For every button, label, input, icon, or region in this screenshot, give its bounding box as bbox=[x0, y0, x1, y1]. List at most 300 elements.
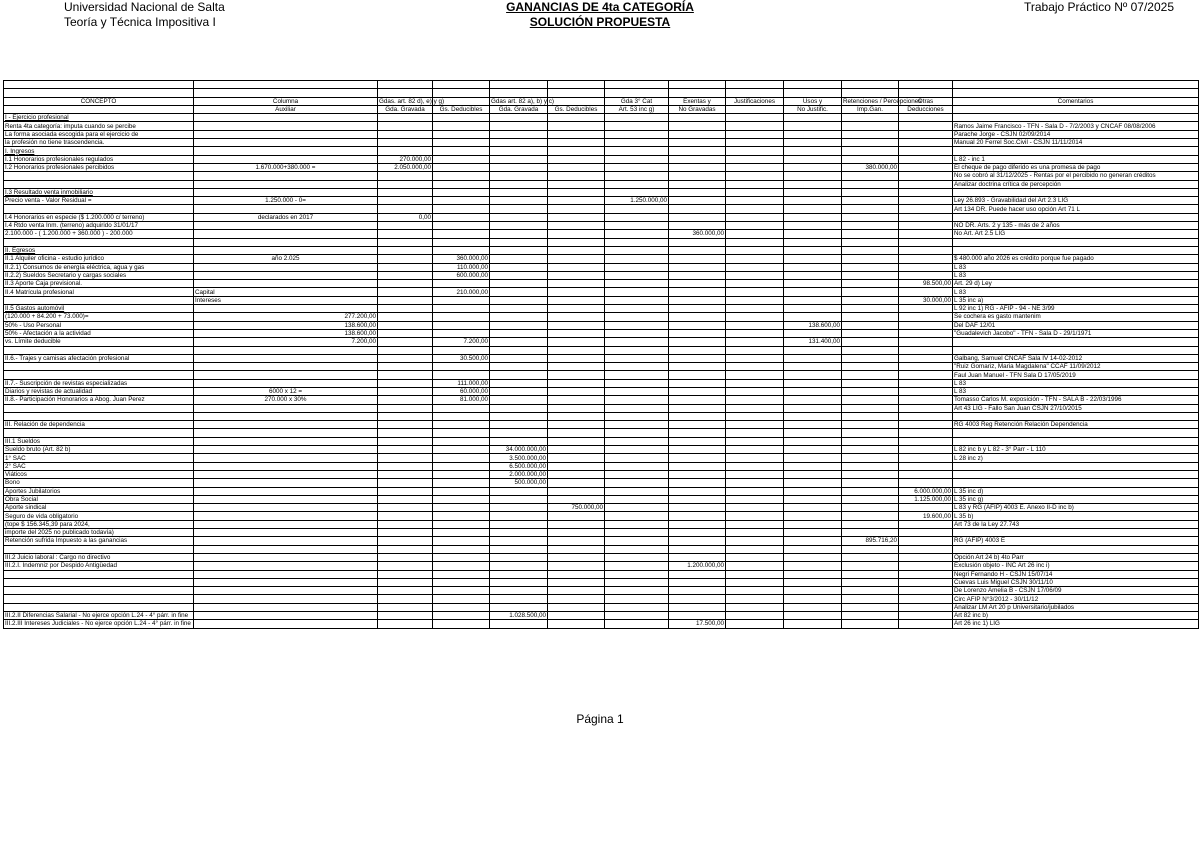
value-cell bbox=[548, 371, 605, 379]
value-cell: 3.500.000,00 bbox=[490, 454, 548, 462]
value-cell bbox=[378, 537, 433, 545]
table-row bbox=[4, 495, 1199, 503]
column-header: Gda 3° Cat bbox=[605, 97, 669, 105]
concept-cell bbox=[4, 429, 194, 437]
value-cell bbox=[726, 271, 784, 279]
value-cell bbox=[842, 620, 899, 628]
value-cell bbox=[548, 305, 605, 313]
value-cell bbox=[548, 155, 605, 163]
value-cell bbox=[433, 562, 490, 570]
value-cell bbox=[605, 595, 669, 603]
value-cell bbox=[194, 139, 378, 147]
value-cell bbox=[669, 387, 726, 395]
value-cell bbox=[548, 512, 605, 520]
comment-cell: Art 134 DR. Puede hacer uso opción Art 71 L bbox=[953, 205, 1199, 213]
value-cell bbox=[490, 412, 548, 420]
table-row bbox=[4, 155, 1199, 163]
value-cell bbox=[726, 222, 784, 230]
comment-cell: No se cobró al 31/12/2025 - Rentas por el percibido no generan créditos bbox=[953, 172, 1199, 180]
value-cell bbox=[433, 329, 490, 337]
value-cell bbox=[378, 396, 433, 404]
spacer-row bbox=[4, 89, 1199, 97]
concept-cell: Aportes Jubilatorios bbox=[4, 487, 194, 495]
comment-cell bbox=[953, 338, 1199, 346]
value-cell bbox=[605, 321, 669, 329]
concept-cell bbox=[4, 205, 194, 213]
value-cell: 360.000,00 bbox=[433, 255, 490, 263]
column-header bbox=[548, 97, 605, 105]
value-cell bbox=[669, 238, 726, 246]
value-cell bbox=[605, 562, 669, 570]
concept-cell: II.5 Gastos automóvil bbox=[4, 305, 194, 313]
value-cell bbox=[726, 130, 784, 138]
value-cell: 7.200,00 bbox=[194, 338, 378, 346]
comment-cell: Art 82 inc b) bbox=[953, 612, 1199, 620]
table-row bbox=[4, 296, 1199, 304]
value-cell bbox=[726, 446, 784, 454]
value-cell bbox=[842, 346, 899, 354]
value-cell: declarados en 2017 bbox=[194, 213, 378, 221]
value-cell bbox=[899, 562, 953, 570]
value-cell: 60.000,00 bbox=[433, 387, 490, 395]
comment-cell bbox=[953, 470, 1199, 478]
concept-cell: II.3 Aporte Caja previsional. bbox=[4, 280, 194, 288]
value-cell bbox=[605, 495, 669, 503]
concept-cell: II. Egresos bbox=[4, 246, 194, 254]
value-cell bbox=[490, 280, 548, 288]
value-cell bbox=[726, 495, 784, 503]
value-cell bbox=[842, 280, 899, 288]
value-cell bbox=[194, 122, 378, 130]
concept-cell: 2.100.000 - ( 1.200.000 + 360.000 ) - 200.000 bbox=[4, 230, 194, 238]
value-cell bbox=[605, 553, 669, 561]
value-cell bbox=[784, 553, 842, 561]
table-row bbox=[4, 537, 1199, 545]
value-cell bbox=[194, 437, 378, 445]
value-cell bbox=[548, 288, 605, 296]
value-cell bbox=[433, 479, 490, 487]
value-cell bbox=[842, 213, 899, 221]
value-cell bbox=[433, 296, 490, 304]
value-cell bbox=[842, 122, 899, 130]
value-cell bbox=[669, 363, 726, 371]
comment-cell: Art 73 de la Ley 27.743 bbox=[953, 520, 1199, 528]
value-cell bbox=[726, 147, 784, 155]
concept-cell: III. Relación de dependencia bbox=[4, 421, 194, 429]
value-cell bbox=[490, 504, 548, 512]
value-cell bbox=[490, 429, 548, 437]
value-cell bbox=[726, 570, 784, 578]
value-cell: 2.050.000,00 bbox=[378, 163, 433, 171]
table-row bbox=[4, 197, 1199, 205]
concept-cell bbox=[4, 172, 194, 180]
value-cell bbox=[194, 404, 378, 412]
value-cell bbox=[899, 470, 953, 478]
value-cell bbox=[726, 437, 784, 445]
value-cell bbox=[669, 454, 726, 462]
value-cell bbox=[899, 213, 953, 221]
concept-cell: I.3 Resultado venta inmobiliario bbox=[4, 188, 194, 196]
value-cell: 600.000,00 bbox=[433, 271, 490, 279]
concept-cell: I - Ejercicio profesional bbox=[4, 114, 194, 122]
table-row bbox=[4, 188, 1199, 196]
value-cell bbox=[490, 404, 548, 412]
table-row bbox=[4, 338, 1199, 346]
value-cell bbox=[784, 620, 842, 628]
concept-cell bbox=[4, 238, 194, 246]
value-cell bbox=[899, 313, 953, 321]
table-row bbox=[4, 205, 1199, 213]
value-cell bbox=[548, 263, 605, 271]
table-row bbox=[4, 562, 1199, 570]
value-cell bbox=[378, 338, 433, 346]
value-cell bbox=[490, 529, 548, 537]
value-cell bbox=[899, 587, 953, 595]
concept-cell: (tope $ 156.345,39 para 2024, bbox=[4, 520, 194, 528]
table-row bbox=[4, 139, 1199, 147]
table-row bbox=[4, 238, 1199, 246]
value-cell bbox=[378, 147, 433, 155]
value-cell bbox=[669, 512, 726, 520]
comment-cell: L 92 inc 1) RG - AFIP - 94 - NE 3/99 bbox=[953, 305, 1199, 313]
value-cell bbox=[378, 363, 433, 371]
value-cell bbox=[669, 421, 726, 429]
document-subtitle: SOLUCIÓN PROPUESTA bbox=[529, 15, 671, 29]
table-row bbox=[4, 595, 1199, 603]
comment-cell: NO DR. Arts. 2 y 135 - más de 2 años bbox=[953, 222, 1199, 230]
value-cell bbox=[899, 421, 953, 429]
concept-cell: 2° SAC bbox=[4, 462, 194, 470]
value-cell bbox=[899, 570, 953, 578]
value-cell bbox=[784, 595, 842, 603]
value-cell bbox=[669, 188, 726, 196]
value-cell bbox=[433, 205, 490, 213]
comment-cell: L 82 inc b y L 82 - 3° Parr - L 110 bbox=[953, 446, 1199, 454]
page-number: Página 1 bbox=[576, 712, 624, 726]
value-cell bbox=[899, 504, 953, 512]
column-subheader: Gda. Gravada bbox=[490, 105, 548, 113]
value-cell bbox=[784, 421, 842, 429]
value-cell bbox=[378, 114, 433, 122]
value-cell bbox=[899, 188, 953, 196]
value-cell bbox=[194, 470, 378, 478]
value-cell bbox=[490, 379, 548, 387]
value-cell bbox=[378, 230, 433, 238]
value-cell bbox=[842, 321, 899, 329]
value-cell bbox=[899, 446, 953, 454]
value-cell bbox=[605, 180, 669, 188]
value-cell bbox=[548, 213, 605, 221]
value-cell bbox=[726, 595, 784, 603]
value-cell bbox=[194, 379, 378, 387]
value-cell bbox=[669, 346, 726, 354]
value-cell bbox=[194, 305, 378, 313]
value-cell bbox=[378, 205, 433, 213]
value-cell bbox=[605, 313, 669, 321]
concept-cell: 50% - Uso Personal bbox=[4, 321, 194, 329]
concept-cell: I.4 Honorarios en especie ($ 1.200.000 c/ terreno) bbox=[4, 213, 194, 221]
value-cell: año 2.025 bbox=[194, 255, 378, 263]
value-cell bbox=[548, 603, 605, 611]
value-cell bbox=[605, 114, 669, 122]
value-cell bbox=[548, 338, 605, 346]
value-cell bbox=[784, 379, 842, 387]
value-cell: 111.000,00 bbox=[433, 379, 490, 387]
value-cell bbox=[378, 122, 433, 130]
value-cell bbox=[433, 213, 490, 221]
value-cell bbox=[605, 487, 669, 495]
value-cell bbox=[726, 404, 784, 412]
comment-cell: No Art. Art 2.5 LIG bbox=[953, 230, 1199, 238]
value-cell bbox=[548, 246, 605, 254]
table-row bbox=[4, 578, 1199, 586]
comment-cell bbox=[953, 147, 1199, 155]
concept-cell: Aporte sindical bbox=[4, 504, 194, 512]
value-cell bbox=[842, 603, 899, 611]
value-cell bbox=[899, 130, 953, 138]
value-cell bbox=[378, 222, 433, 230]
concept-cell: II.4 Matrícula profesional bbox=[4, 288, 194, 296]
value-cell bbox=[669, 520, 726, 528]
value-cell bbox=[842, 197, 899, 205]
value-cell bbox=[433, 188, 490, 196]
value-cell bbox=[490, 487, 548, 495]
value-cell bbox=[726, 329, 784, 337]
value-cell: 380.000,00 bbox=[842, 163, 899, 171]
concept-cell: Renta 4ta categoría: imputa cuando se percibe bbox=[4, 122, 194, 130]
table-row bbox=[4, 529, 1199, 537]
value-cell bbox=[726, 603, 784, 611]
value-cell bbox=[669, 553, 726, 561]
value-cell bbox=[899, 553, 953, 561]
value-cell bbox=[842, 553, 899, 561]
value-cell bbox=[899, 222, 953, 230]
value-cell bbox=[433, 437, 490, 445]
value-cell: 360.000,00 bbox=[669, 230, 726, 238]
value-cell bbox=[605, 230, 669, 238]
value-cell: 110.000,00 bbox=[433, 263, 490, 271]
value-cell bbox=[378, 454, 433, 462]
value-cell bbox=[669, 595, 726, 603]
value-cell bbox=[899, 520, 953, 528]
value-cell bbox=[899, 271, 953, 279]
value-cell bbox=[726, 421, 784, 429]
value-cell: 30.500,00 bbox=[433, 354, 490, 362]
value-cell bbox=[378, 603, 433, 611]
value-cell bbox=[726, 363, 784, 371]
value-cell bbox=[842, 578, 899, 586]
comment-cell: Del DAF 12/01 bbox=[953, 321, 1199, 329]
comment-cell: L 83 bbox=[953, 288, 1199, 296]
table-row bbox=[4, 321, 1199, 329]
comment-cell: L 83 y RG (AFIP) 4003 E. Anexo II-D inc b) bbox=[953, 504, 1199, 512]
value-cell bbox=[194, 603, 378, 611]
value-cell bbox=[726, 429, 784, 437]
value-cell bbox=[784, 446, 842, 454]
value-cell bbox=[842, 371, 899, 379]
value-cell bbox=[548, 354, 605, 362]
value-cell bbox=[842, 246, 899, 254]
value-cell bbox=[669, 487, 726, 495]
value-cell bbox=[669, 139, 726, 147]
value-cell bbox=[842, 230, 899, 238]
comment-cell: "Ruiz Gomariz, Maria Magdalena" CCAF 11/09/2012 bbox=[953, 363, 1199, 371]
table-row bbox=[4, 180, 1199, 188]
value-cell bbox=[433, 230, 490, 238]
concept-cell: II.6.- Trajes y camisas afectación profesional bbox=[4, 354, 194, 362]
value-cell bbox=[842, 147, 899, 155]
value-cell bbox=[490, 595, 548, 603]
column-subheader-row bbox=[4, 105, 1199, 113]
value-cell bbox=[726, 346, 784, 354]
value-cell bbox=[726, 454, 784, 462]
value-cell bbox=[548, 537, 605, 545]
value-cell bbox=[669, 280, 726, 288]
value-cell bbox=[784, 562, 842, 570]
concept-cell: Retención sufrida Impuesto a las ganancias bbox=[4, 537, 194, 545]
column-subheader: No Gravadas bbox=[669, 105, 726, 113]
value-cell bbox=[899, 114, 953, 122]
value-cell bbox=[605, 213, 669, 221]
value-cell bbox=[899, 429, 953, 437]
comment-cell: L 83 bbox=[953, 379, 1199, 387]
value-cell bbox=[433, 520, 490, 528]
value-cell bbox=[726, 230, 784, 238]
value-cell bbox=[605, 338, 669, 346]
value-cell bbox=[378, 329, 433, 337]
value-cell bbox=[899, 379, 953, 387]
value-cell bbox=[378, 595, 433, 603]
value-cell bbox=[726, 379, 784, 387]
value-cell bbox=[842, 305, 899, 313]
value-cell bbox=[194, 487, 378, 495]
value-cell bbox=[605, 155, 669, 163]
value-cell bbox=[194, 147, 378, 155]
value-cell bbox=[548, 222, 605, 230]
column-subheader: Auxiliar bbox=[194, 105, 378, 113]
value-cell bbox=[548, 363, 605, 371]
value-cell bbox=[726, 462, 784, 470]
column-header: Gdas. art. 82 d), e) y g) bbox=[379, 97, 445, 105]
value-cell bbox=[842, 139, 899, 147]
value-cell bbox=[605, 122, 669, 130]
value-cell bbox=[194, 504, 378, 512]
table-row bbox=[4, 280, 1199, 288]
value-cell bbox=[784, 230, 842, 238]
value-cell bbox=[899, 230, 953, 238]
comment-cell: El cheque de pago diferido es una promesa de pago bbox=[953, 163, 1199, 171]
value-cell bbox=[378, 487, 433, 495]
value-cell bbox=[605, 612, 669, 620]
concept-cell bbox=[4, 587, 194, 595]
value-cell bbox=[490, 230, 548, 238]
value-cell bbox=[605, 271, 669, 279]
value-cell bbox=[378, 180, 433, 188]
value-cell bbox=[194, 263, 378, 271]
value-cell bbox=[433, 578, 490, 586]
value-cell bbox=[378, 437, 433, 445]
value-cell bbox=[842, 529, 899, 537]
value-cell bbox=[784, 346, 842, 354]
value-cell bbox=[842, 437, 899, 445]
value-cell bbox=[490, 371, 548, 379]
value-cell bbox=[605, 437, 669, 445]
value-cell bbox=[194, 205, 378, 213]
value-cell bbox=[669, 263, 726, 271]
value-cell: 138.600,00 bbox=[194, 321, 378, 329]
value-cell bbox=[490, 130, 548, 138]
value-cell bbox=[194, 412, 378, 420]
value-cell bbox=[194, 246, 378, 254]
value-cell: 500.000,00 bbox=[490, 479, 548, 487]
value-cell bbox=[784, 114, 842, 122]
value-cell bbox=[899, 305, 953, 313]
value-cell bbox=[433, 595, 490, 603]
value-cell: 270.000,00 bbox=[378, 155, 433, 163]
value-cell bbox=[842, 545, 899, 553]
concept-cell: vs. Límite deducible bbox=[4, 338, 194, 346]
value-cell: 750.000,00 bbox=[548, 504, 605, 512]
value-cell bbox=[784, 296, 842, 304]
value-cell bbox=[842, 114, 899, 122]
value-cell bbox=[548, 487, 605, 495]
value-cell bbox=[194, 354, 378, 362]
value-cell bbox=[378, 512, 433, 520]
value-cell bbox=[726, 587, 784, 595]
value-cell bbox=[726, 612, 784, 620]
value-cell bbox=[490, 321, 548, 329]
value-cell: 1.125.000,00 bbox=[899, 495, 953, 503]
comment-cell: RG 4003 Reg Retención Relación Dependencia bbox=[953, 421, 1199, 429]
value-cell: 138.600,00 bbox=[194, 329, 378, 337]
value-cell: 6000 x 12 = bbox=[194, 387, 378, 395]
value-cell bbox=[194, 130, 378, 138]
value-cell bbox=[548, 545, 605, 553]
value-cell bbox=[605, 620, 669, 628]
value-cell bbox=[548, 446, 605, 454]
table-row bbox=[4, 305, 1199, 313]
value-cell bbox=[669, 114, 726, 122]
value-cell bbox=[726, 620, 784, 628]
value-cell bbox=[842, 172, 899, 180]
value-cell bbox=[899, 620, 953, 628]
value-cell: 81.000,00 bbox=[433, 396, 490, 404]
table-row bbox=[4, 114, 1199, 122]
value-cell bbox=[433, 139, 490, 147]
value-cell bbox=[899, 412, 953, 420]
value-cell bbox=[548, 346, 605, 354]
value-cell bbox=[433, 130, 490, 138]
value-cell bbox=[784, 504, 842, 512]
value-cell bbox=[433, 512, 490, 520]
value-cell bbox=[899, 246, 953, 254]
value-cell bbox=[784, 305, 842, 313]
value-cell bbox=[548, 387, 605, 395]
value-cell bbox=[490, 288, 548, 296]
value-cell bbox=[194, 180, 378, 188]
concept-cell bbox=[4, 296, 194, 304]
value-cell bbox=[605, 238, 669, 246]
value-cell bbox=[842, 363, 899, 371]
value-cell bbox=[669, 537, 726, 545]
value-cell bbox=[194, 570, 378, 578]
concept-cell: II.2.1) Consumos de energía eléctrica, agua y gas bbox=[4, 263, 194, 271]
concept-cell bbox=[4, 595, 194, 603]
value-cell bbox=[726, 578, 784, 586]
value-cell bbox=[784, 213, 842, 221]
value-cell bbox=[842, 495, 899, 503]
value-cell bbox=[605, 222, 669, 230]
